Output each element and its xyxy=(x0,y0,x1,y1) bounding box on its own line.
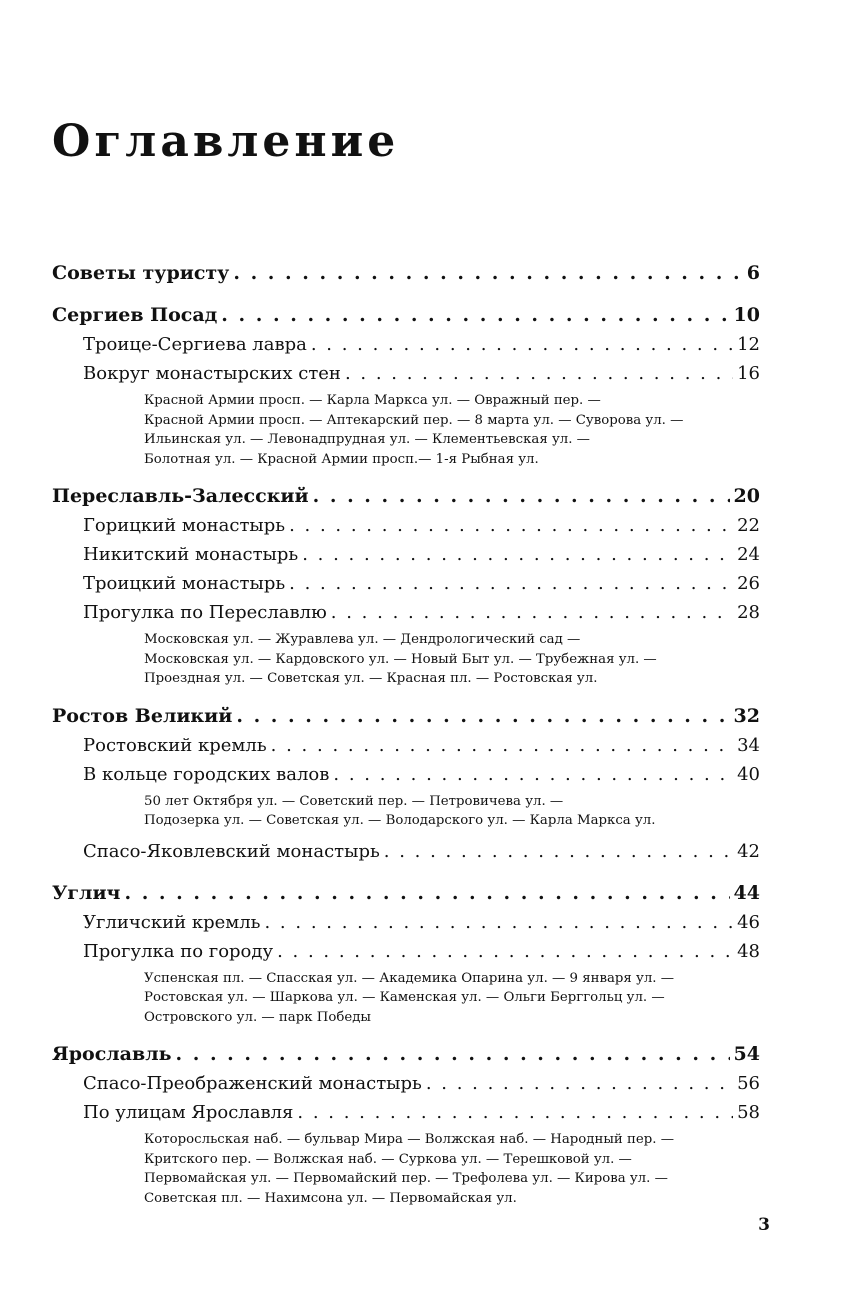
dot-leader xyxy=(311,330,733,359)
chapter-entry[interactable] xyxy=(52,701,760,731)
section-title: Вокруг монастырских стен xyxy=(83,363,341,384)
section-entry[interactable] xyxy=(83,330,760,359)
dot-leader xyxy=(236,701,729,731)
chapter-entry[interactable] xyxy=(52,481,760,511)
dot-leader xyxy=(331,598,733,627)
section xyxy=(52,569,760,598)
chapter-title: Ростов Великий xyxy=(52,704,233,727)
dot-leader xyxy=(384,837,733,866)
table-of-contents xyxy=(52,258,760,1214)
chapter-entry[interactable] xyxy=(52,258,760,288)
section-title: Прогулка по городу xyxy=(83,940,274,962)
section-page: 28 xyxy=(737,602,760,623)
section-title: Никитский монастырь xyxy=(83,544,299,565)
dot-leader xyxy=(289,511,733,540)
street-route-line: Подозерка ул. — Советская ул. — Володарского ул. — Карла Маркса ул. xyxy=(144,813,656,828)
section-page: 58 xyxy=(737,1102,760,1123)
section xyxy=(52,540,760,569)
street-route xyxy=(83,792,760,831)
street-route-line: Советская пл. — Нахимсона ул. — Первомайская ул. xyxy=(144,1190,517,1206)
chapter-page: 20 xyxy=(733,485,760,507)
chapter xyxy=(52,300,760,469)
dot-leader xyxy=(297,1098,733,1127)
dot-leader xyxy=(313,481,730,511)
section-title: Угличский кремль xyxy=(83,911,261,933)
section xyxy=(52,1069,760,1098)
chapter-entry[interactable] xyxy=(52,1039,760,1069)
section-page: 48 xyxy=(737,940,760,962)
street-route xyxy=(83,630,760,689)
dot-leader xyxy=(277,937,733,966)
street-route-line: Успенская пл. — Спасская ул. — Академика Опарина ул. — 9 января ул. — xyxy=(144,970,675,986)
chapter xyxy=(52,878,760,1028)
street-route-line: Ростовская ул. — Шаркова ул. — Каменская ул. — Ольги Берггольц ул. — xyxy=(144,990,665,1005)
section-title: Спасо-Яковлевский монастырь xyxy=(83,840,380,862)
section-page: 34 xyxy=(737,734,760,756)
chapter-title: Углич xyxy=(52,881,121,904)
section-entry[interactable] xyxy=(83,511,760,540)
dot-leader xyxy=(233,258,742,288)
dot-leader xyxy=(302,540,733,569)
section xyxy=(52,937,760,1028)
street-route-line: 50 лет Октября ул. — Советский пер. — Петровичева ул. — xyxy=(144,793,564,809)
section-page: 40 xyxy=(737,763,760,785)
chapter-page: 54 xyxy=(733,1043,760,1065)
section-page: 42 xyxy=(737,840,760,862)
chapter-page: 32 xyxy=(733,704,760,727)
section-page: 26 xyxy=(737,573,760,594)
section-entry[interactable] xyxy=(83,359,760,388)
section-title: Спасо-Преображенский монастырь xyxy=(83,1073,422,1094)
street-route xyxy=(83,969,760,1028)
section-title: По улицам Ярославля xyxy=(83,1102,294,1123)
street-route-line: Красной Армии просп. — Карла Маркса ул. — Овражный пер. — xyxy=(144,393,601,408)
chapter-entry[interactable] xyxy=(52,878,760,908)
section-title: Троице-Сергиева лавра xyxy=(83,334,307,355)
section-title: Троицкий монастырь xyxy=(83,573,286,594)
section-entry[interactable] xyxy=(83,908,760,937)
street-route-line: Красной Армии просп. — Аптекарский пер. — 8 марта ул. — Суворова ул. — xyxy=(144,412,684,428)
section-title: Прогулка по Переславлю xyxy=(83,602,327,623)
section-entry[interactable] xyxy=(83,1069,760,1098)
chapter-entry[interactable] xyxy=(52,300,760,330)
chapter xyxy=(52,258,760,288)
section-entry[interactable] xyxy=(83,569,760,598)
dot-leader xyxy=(345,359,733,388)
section-entry[interactable] xyxy=(83,760,760,789)
section-page: 16 xyxy=(737,363,760,384)
section xyxy=(52,330,760,359)
chapter-page: 44 xyxy=(733,881,760,904)
street-route-line: Московская ул. — Кардовского ул. — Новый Быт ул. — Трубежная ул. — xyxy=(144,651,657,667)
street-route-line: Московская ул. — Журавлева ул. — Дендрологический сад — xyxy=(144,632,581,647)
chapter-title: Переславль-Залесский xyxy=(52,485,309,507)
dot-leader xyxy=(124,878,729,908)
chapter xyxy=(52,701,760,866)
section-entry[interactable] xyxy=(83,731,760,760)
section xyxy=(52,511,760,540)
section-entry[interactable] xyxy=(83,598,760,627)
chapter-title: Советы туристу xyxy=(52,262,230,284)
section-entry[interactable] xyxy=(83,540,760,569)
dot-leader xyxy=(271,731,733,760)
chapter-title: Сергиев Посад xyxy=(52,304,218,326)
section xyxy=(52,731,760,760)
section-title: Горицкий монастырь xyxy=(83,515,286,536)
section xyxy=(52,1098,760,1208)
section-entry[interactable] xyxy=(83,1098,760,1127)
street-route-line: Болотная ул. — Красной Армии просп.— 1-я Рыбная ул. xyxy=(144,451,539,467)
dot-leader xyxy=(333,760,733,789)
street-route-line: Проездная ул. — Советская ул. — Красная пл. — Ростовская ул. xyxy=(144,671,598,686)
section-entry[interactable] xyxy=(83,837,760,866)
street-route-line: Которосльская наб. — бульвар Мира — Волжская наб. — Народный пер. — xyxy=(144,1132,674,1147)
section xyxy=(52,598,760,689)
section-page: 12 xyxy=(737,334,760,355)
street-route-line: Первомайская ул. — Первомайский пер. — Трефолева ул. — Кирова ул. — xyxy=(144,1171,668,1186)
page-title: Оглавление xyxy=(52,116,400,167)
chapter xyxy=(52,481,760,689)
dot-leader xyxy=(264,908,733,937)
section-title: В кольце городских валов xyxy=(83,763,330,785)
section-entry[interactable] xyxy=(83,937,760,966)
section xyxy=(52,760,760,831)
dot-leader xyxy=(221,300,729,330)
street-route-line: Ильинская ул. — Левонадпрудная ул. — Клементьевская ул. — xyxy=(144,432,590,447)
chapter-page: 10 xyxy=(733,304,760,326)
street-route xyxy=(83,1130,760,1208)
section-page: 24 xyxy=(737,544,760,565)
page-number: 3 xyxy=(758,1215,770,1235)
section-page: 46 xyxy=(737,911,760,933)
section xyxy=(52,359,760,469)
section-page: 22 xyxy=(737,515,760,536)
street-route xyxy=(83,391,760,469)
section-title: Ростовский кремль xyxy=(83,734,267,756)
chapter-page: 6 xyxy=(746,262,760,284)
section xyxy=(52,837,760,866)
street-route-line: Островского ул. — парк Победы xyxy=(144,1009,372,1025)
dot-leader xyxy=(426,1069,733,1098)
street-route-line: Критского пер. — Волжская наб. — Суркова ул. — Терешковой ул. — xyxy=(144,1151,632,1167)
dot-leader xyxy=(289,569,733,598)
section-page: 56 xyxy=(737,1073,760,1094)
dot-leader xyxy=(175,1039,729,1069)
chapter-title: Ярославль xyxy=(52,1043,172,1065)
section xyxy=(52,908,760,937)
chapter xyxy=(52,1039,760,1208)
